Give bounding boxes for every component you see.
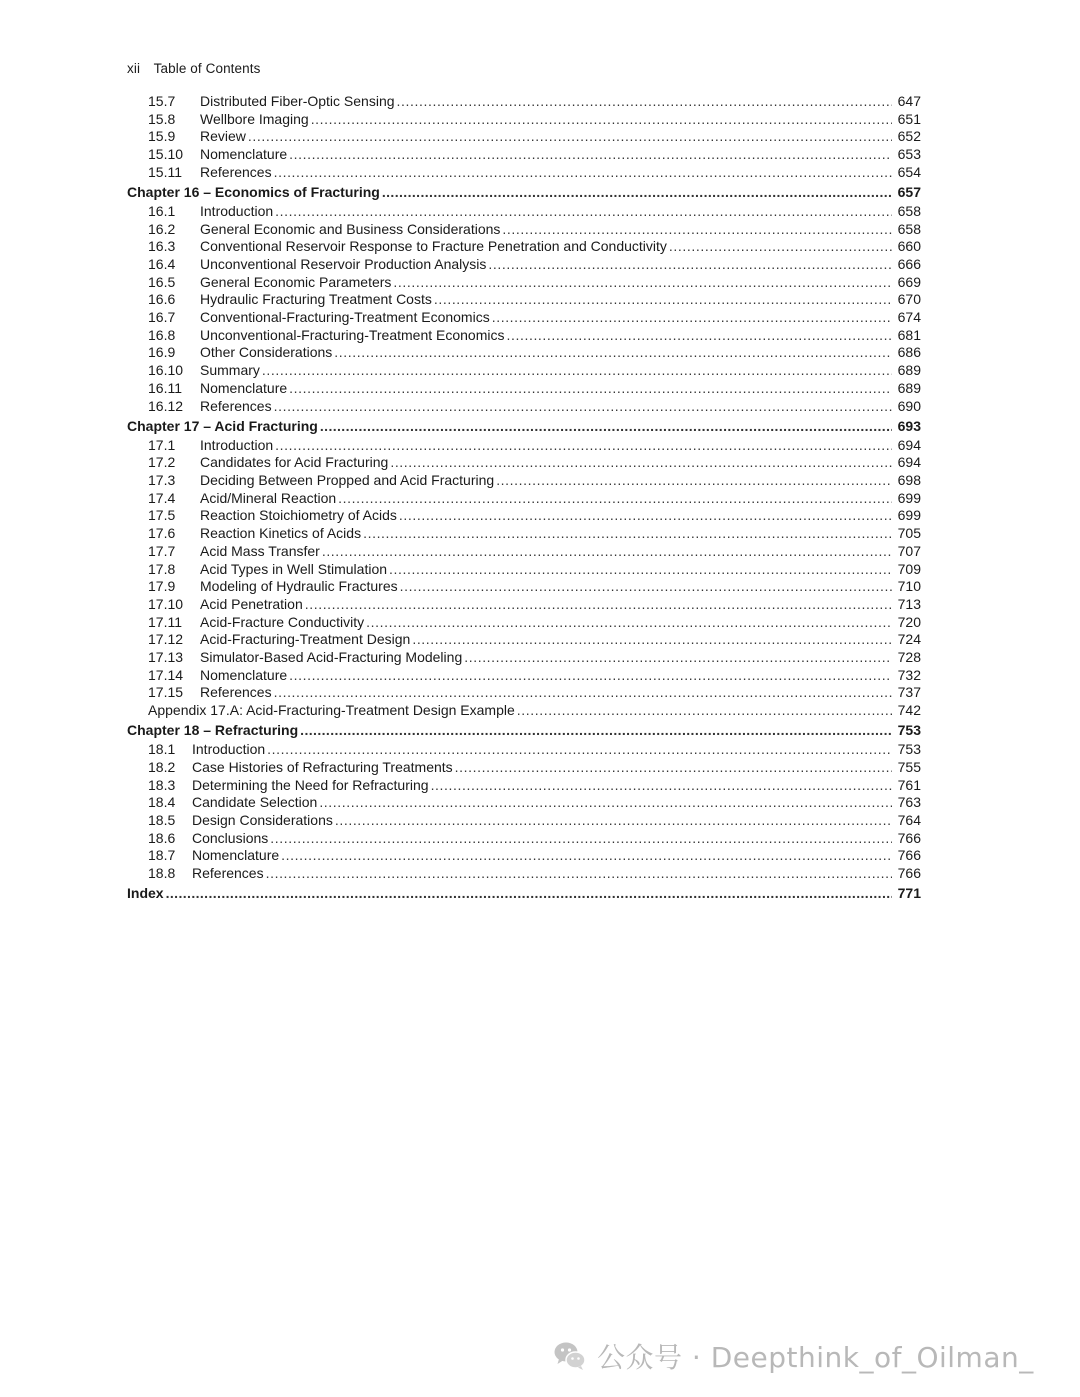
- dot-leader: [322, 543, 892, 561]
- toc-section-entry: [127, 472, 921, 490]
- chapter-title: Chapter 18 – Refracturing: [127, 720, 300, 741]
- section-number: 18.3: [148, 776, 176, 793]
- section-number: 16.3: [148, 238, 176, 255]
- section-number: 18.6: [148, 829, 176, 846]
- section-title: Simulator-Based Acid-Fracturing Modeling: [200, 648, 463, 665]
- section-number: 17.7: [148, 542, 176, 559]
- page-number: 647: [892, 93, 921, 111]
- toc-section-entry: [127, 454, 921, 472]
- toc-section-entry: [127, 684, 921, 702]
- page-number: 737: [892, 684, 921, 702]
- dot-leader: [338, 490, 892, 508]
- page-number: 699: [892, 507, 921, 525]
- section-number: 15.10: [148, 146, 184, 163]
- section-number: 17.3: [148, 472, 176, 489]
- section-title: Summary: [200, 362, 260, 379]
- table-of-contents: [127, 93, 921, 904]
- section-title: Other Considerations: [200, 344, 333, 361]
- section-number: 17.4: [148, 489, 176, 506]
- dot-leader: [274, 164, 892, 182]
- page-number: 710: [892, 578, 921, 596]
- toc-section-entry: [127, 667, 921, 685]
- section-number: 18.5: [148, 811, 176, 828]
- page-number: 690: [892, 398, 921, 416]
- toc-section-entry: [127, 309, 921, 327]
- section-title: Conventional-Fracturing-Treatment Economics: [200, 309, 490, 326]
- page-number: 686: [892, 344, 921, 362]
- toc-section-entry: [127, 344, 921, 362]
- section-title: Determining the Need for Refracturing: [192, 776, 429, 793]
- page-folio: xii: [127, 61, 141, 76]
- section-title: References: [192, 865, 264, 881]
- page-number: 669: [892, 274, 921, 292]
- toc-section-entry: [127, 847, 921, 865]
- section-title: Conventional Reservoir Response to Fracture Penetration and Conductivity: [200, 238, 667, 255]
- chapter-title: Chapter 17 – Acid Fracturing: [127, 416, 320, 437]
- toc-section-entry: [127, 362, 921, 380]
- watermark-text: 公众号 · Deepthink_of_Oilman_: [597, 1341, 1034, 1374]
- section-number: 17.11: [148, 613, 182, 630]
- dot-leader: [492, 309, 892, 327]
- running-head: [127, 61, 260, 76]
- toc-section-entry: [127, 274, 921, 292]
- section-number: 17.8: [148, 560, 176, 577]
- section-number: 16.9: [148, 344, 176, 361]
- dot-leader: [488, 256, 892, 274]
- dot-leader: [266, 865, 892, 883]
- section-number: 16.5: [148, 273, 176, 290]
- page-number: 651: [892, 111, 921, 129]
- toc-section-entry: [127, 631, 921, 649]
- section-number: 17.12: [148, 631, 184, 648]
- page-number: 670: [892, 291, 921, 309]
- page-number: 658: [892, 203, 921, 221]
- section-number: 16.1: [148, 202, 176, 219]
- section-title: References: [200, 163, 272, 180]
- dot-leader: [267, 741, 892, 759]
- wechat-icon: [553, 1339, 587, 1373]
- section-number: 15.8: [148, 110, 176, 127]
- page-number: 761: [892, 777, 921, 795]
- watermark: [553, 1336, 1034, 1376]
- dot-leader: [289, 667, 892, 685]
- section-title: General Economic and Business Considerations: [200, 220, 501, 237]
- toc-section-entry: [127, 543, 921, 561]
- section-title: Acid Types in Well Stimulation: [200, 560, 388, 577]
- toc-section-entry: [127, 794, 921, 812]
- section-number: 17.2: [148, 454, 176, 471]
- page-number: 689: [892, 380, 921, 398]
- dot-leader: [248, 128, 892, 146]
- section-title: Nomenclature: [200, 666, 288, 683]
- section-number: 16.6: [148, 291, 176, 308]
- dot-leader: [397, 93, 892, 111]
- toc-section-entry: [127, 777, 921, 795]
- toc-section-entry: [127, 614, 921, 632]
- page-number: 763: [892, 794, 921, 812]
- dot-leader: [281, 847, 892, 865]
- page-number: 653: [892, 146, 921, 164]
- section-number: 15.7: [148, 93, 176, 109]
- page-number: 681: [892, 327, 921, 345]
- section-title: Unconventional-Fracturing-Treatment Economics: [200, 326, 505, 343]
- section-number: 18.4: [148, 794, 176, 811]
- section-number: 16.2: [148, 220, 176, 237]
- page-number: 698: [892, 472, 921, 490]
- page-number: 660: [892, 238, 921, 256]
- section-number: 16.11: [148, 379, 182, 396]
- dot-leader: [363, 525, 892, 543]
- section-number: 17.9: [148, 578, 176, 595]
- section-number: 17.15: [148, 684, 184, 701]
- dot-leader: [275, 437, 892, 455]
- toc-section-entry: [127, 93, 921, 111]
- dot-leader: [389, 561, 892, 579]
- section-title: Design Considerations: [192, 811, 333, 828]
- dot-leader: [434, 291, 892, 309]
- section-number: 16.7: [148, 309, 176, 326]
- section-number: 18.2: [148, 758, 176, 775]
- toc-section-entry: [127, 525, 921, 543]
- toc-section-entry: [127, 256, 921, 274]
- page-number: 728: [892, 649, 921, 667]
- page-number: 666: [892, 256, 921, 274]
- section-title: Review: [200, 128, 246, 145]
- page-number: 764: [892, 812, 921, 830]
- section-title: Candidates for Acid Fracturing: [200, 454, 389, 471]
- page-number: 766: [892, 847, 921, 865]
- page-number: 713: [892, 596, 921, 614]
- section-number: 18.7: [148, 847, 176, 864]
- toc-chapter-entry: [127, 720, 921, 742]
- page-number: 694: [892, 437, 921, 455]
- section-title: Acid-Fracture Conductivity: [200, 613, 365, 630]
- dot-leader: [366, 614, 892, 632]
- dot-leader: [334, 344, 892, 362]
- section-title: Deciding Between Propped and Acid Fracturing: [200, 472, 495, 489]
- dot-leader: [464, 649, 892, 667]
- dot-leader: [300, 720, 892, 741]
- running-head-title: Table of Contents: [153, 61, 261, 76]
- page-number: 720: [892, 614, 921, 632]
- section-title: Unconventional Reservoir Production Analysis: [200, 256, 487, 272]
- page-number: 694: [892, 454, 921, 472]
- dot-leader: [305, 596, 892, 614]
- toc-chapter-entry: [127, 181, 921, 203]
- dot-leader: [507, 327, 893, 345]
- page-number: 753: [892, 741, 921, 759]
- dot-leader: [412, 631, 892, 649]
- section-number: 16.8: [148, 326, 176, 343]
- dot-leader: [400, 578, 892, 596]
- page-number: 732: [892, 667, 921, 685]
- toc-section-entry: [127, 238, 921, 256]
- section-title: Wellbore Imaging: [200, 110, 309, 127]
- dot-leader: [275, 203, 892, 221]
- dot-leader: [274, 684, 892, 702]
- page-number: 771: [892, 883, 921, 904]
- section-number: 17.13: [148, 648, 184, 665]
- section-title: Acid/Mineral Reaction: [200, 489, 337, 506]
- toc-appendix-entry: [127, 702, 921, 720]
- page-number: 693: [892, 416, 921, 437]
- page-number: 654: [892, 164, 921, 182]
- section-number: 17.5: [148, 507, 176, 524]
- toc-section-entry: [127, 578, 921, 596]
- dot-leader: [320, 416, 892, 437]
- appendix-title: Appendix 17.A: Acid-Fracturing-Treatment Design Example: [127, 702, 517, 720]
- section-title: Acid Mass Transfer: [200, 542, 320, 559]
- toc-section-entry: [127, 812, 921, 830]
- toc-chapter-entry: [127, 883, 921, 905]
- section-number: 18.1: [148, 741, 176, 758]
- section-number: 16.4: [148, 256, 176, 272]
- toc-section-entry: [127, 830, 921, 848]
- section-title: Hydraulic Fracturing Treatment Costs: [200, 291, 432, 308]
- dot-leader: [431, 777, 892, 795]
- toc-chapter-entry: [127, 415, 921, 437]
- page-number: 674: [892, 309, 921, 327]
- dot-leader: [669, 238, 892, 256]
- section-number: 16.12: [148, 397, 184, 414]
- dot-leader: [262, 362, 892, 380]
- page-number: 724: [892, 631, 921, 649]
- section-number: 15.11: [148, 163, 182, 180]
- toc-section-entry: [127, 146, 921, 164]
- dot-leader: [274, 398, 892, 416]
- section-title: Introduction: [192, 741, 266, 758]
- toc-section-entry: [127, 759, 921, 777]
- toc-section-entry: [127, 741, 921, 759]
- section-number: 17.6: [148, 525, 176, 542]
- toc-section-entry: [127, 865, 921, 883]
- section-title: References: [200, 397, 272, 414]
- section-number: 17.14: [148, 666, 184, 683]
- dot-leader: [289, 380, 892, 398]
- toc-section-entry: [127, 398, 921, 416]
- dot-leader: [496, 472, 892, 490]
- dot-leader: [393, 274, 892, 292]
- page-number: 699: [892, 490, 921, 508]
- section-title: Reaction Kinetics of Acids: [200, 525, 362, 542]
- toc-section-entry: [127, 327, 921, 345]
- dot-leader: [455, 759, 892, 777]
- page-number: 657: [892, 182, 921, 203]
- dot-leader: [289, 146, 892, 164]
- dot-leader: [382, 182, 892, 203]
- dot-leader: [399, 507, 892, 525]
- section-title: Reaction Stoichiometry of Acids: [200, 507, 397, 524]
- toc-section-entry: [127, 561, 921, 579]
- toc-section-entry: [127, 490, 921, 508]
- toc-section-entry: [127, 596, 921, 614]
- toc-section-entry: [127, 649, 921, 667]
- toc-section-entry: [127, 164, 921, 182]
- dot-leader: [166, 883, 892, 904]
- page-number: 705: [892, 525, 921, 543]
- page-number: 766: [892, 830, 921, 848]
- section-title: Nomenclature: [200, 379, 288, 396]
- section-title: Introduction: [200, 436, 274, 453]
- dot-leader: [517, 702, 892, 720]
- dot-leader: [270, 830, 892, 848]
- section-title: Modeling of Hydraulic Fractures: [200, 578, 398, 595]
- page-number: 766: [892, 865, 921, 883]
- section-number: 18.8: [148, 865, 176, 881]
- section-title: Conclusions: [192, 829, 269, 846]
- dot-leader: [502, 221, 892, 239]
- chapter-title: Chapter 16 – Economics of Fracturing: [127, 182, 382, 203]
- section-title: References: [200, 684, 272, 701]
- dot-leader: [319, 794, 892, 812]
- toc-section-entry: [127, 437, 921, 455]
- toc-section-entry: [127, 128, 921, 146]
- dot-leader: [311, 111, 892, 129]
- toc-section-entry: [127, 507, 921, 525]
- page-number: 707: [892, 543, 921, 561]
- toc-section-entry: [127, 380, 921, 398]
- section-title: Case Histories of Refracturing Treatments: [192, 758, 453, 775]
- page-number: 658: [892, 221, 921, 239]
- page-number: 652: [892, 128, 921, 146]
- section-title: Nomenclature: [200, 146, 288, 163]
- section-title: Distributed Fiber-Optic Sensing: [200, 93, 395, 109]
- dot-leader: [390, 454, 892, 472]
- section-title: Candidate Selection: [192, 794, 318, 811]
- section-title: Acid-Fracturing-Treatment Design: [200, 631, 411, 648]
- page-number: 753: [892, 720, 921, 741]
- section-title: Acid Penetration: [200, 595, 303, 612]
- toc-section-entry: [127, 221, 921, 239]
- toc-section-entry: [127, 203, 921, 221]
- section-title: Introduction: [200, 202, 274, 219]
- section-number: 17.1: [148, 436, 176, 453]
- page-number: 689: [892, 362, 921, 380]
- section-title: General Economic Parameters: [200, 273, 392, 290]
- page-number: 709: [892, 561, 921, 579]
- dot-leader: [335, 812, 892, 830]
- page-number: 742: [892, 702, 921, 720]
- section-number: 15.9: [148, 128, 176, 145]
- section-number: 16.10: [148, 362, 184, 379]
- section-number: 17.10: [148, 595, 184, 612]
- section-title: Nomenclature: [192, 847, 280, 864]
- chapter-title: Index: [127, 883, 166, 904]
- toc-section-entry: [127, 291, 921, 309]
- toc-section-entry: [127, 111, 921, 129]
- page-number: 755: [892, 759, 921, 777]
